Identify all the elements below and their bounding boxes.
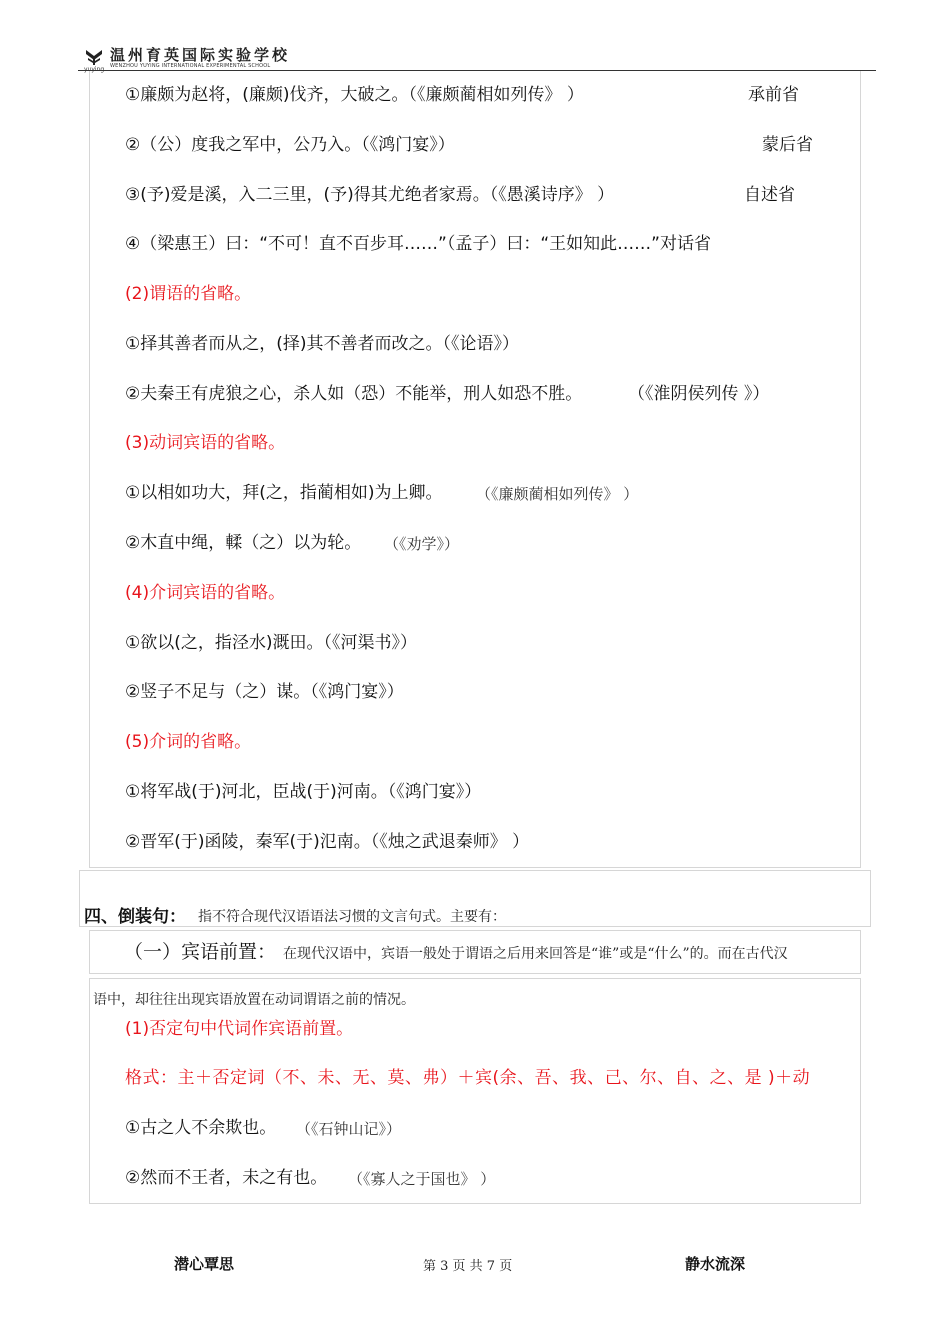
- object-fronting-heading: （一）宾语前置：: [124, 941, 277, 963]
- prep-object-example-1: ①欲以(之，指泾水)溉田。（《河渠书》）: [125, 633, 418, 653]
- subject-example-1: ①廉颇为赵将，(廉颇)伐齐，大破之。（《廉颇蔺相如列传》 ）: [125, 85, 584, 105]
- inversion-heading: 四、倒装句：: [84, 907, 186, 927]
- verb-object-example-2: ②木直中绳，輮（之）以为轮。: [125, 533, 362, 553]
- footer-page-number: 第 3 页 共 7 页: [423, 1259, 513, 1274]
- verb-object-example-2-source: （《劝学》）: [384, 535, 460, 553]
- school-name: 温州育英国际实验学校: [110, 46, 291, 64]
- negation-example-1: ①古之人不余欺也。: [125, 1118, 277, 1138]
- negation-example-2-source: （《寡人之于国也》 ）: [348, 1170, 496, 1188]
- subject-example-4: ④（梁惠王）曰：“不可！直不百步耳……”（孟子）曰：“王如知此……”对话省: [125, 234, 711, 254]
- negation-example-1-source: （《石钟山记》）: [296, 1120, 402, 1138]
- negation-heading: (1)否定句中代词作宾语前置。: [125, 1019, 354, 1039]
- prep-object-example-2: ②竖子不足与（之）谋。（《鸿门宴》）: [125, 682, 404, 702]
- verb-object-example-1-source: （《廉颇蔺相如列传》 ）: [476, 485, 639, 503]
- predicate-heading: (2)谓语的省略。: [125, 284, 252, 304]
- subject-type-3: 自述省: [744, 185, 795, 205]
- inversion-description: 指不符合现代汉语语法习惯的文言句式。主要有：: [198, 909, 506, 925]
- predicate-example-2: ②夫秦王有虎狼之心，杀人如（恐）不能举，刑人如恐不胜。: [125, 384, 583, 404]
- footer-left-motto: 潜心覃思: [174, 1255, 235, 1273]
- preposition-example-2: ②晋军(于)函陵，秦军(于)氾南。（《烛之武退秦师》 ）: [125, 832, 530, 852]
- prep-object-heading: (4)介词宾语的省略。: [125, 583, 286, 603]
- predicate-example-2-source: （《淮阴侯列传 》）: [628, 384, 770, 404]
- subject-example-2: ②（公）度我之军中，公乃入。（《鸿门宴》）: [125, 135, 455, 155]
- object-fronting-desc-2: 语中，却往往出现宾语放置在动词谓语之前的情况。: [93, 992, 415, 1008]
- verb-object-example-1: ①以相如功大，拜(之，指蔺相如)为上卿。: [125, 483, 443, 503]
- preposition-heading: (5)介词的省略。: [125, 732, 252, 752]
- subject-type-1: 承前省: [748, 85, 799, 105]
- subject-type-2: 蒙后省: [762, 135, 813, 155]
- negation-format: 格式：主＋否定词（不、未、无、莫、弗）＋宾(余、吾、我、己、尔、自、之、是 )＋动: [125, 1068, 811, 1088]
- school-name-en: WENZHOU YUYING INTERNATIONAL EXPERIMENTAL SCHOOL: [110, 63, 271, 69]
- predicate-example-1: ①择其善者而从之，(择)其不善者而改之。（《论语》）: [125, 334, 520, 354]
- negation-example-2: ②然而不王者，未之有也。: [125, 1168, 328, 1188]
- preposition-example-1: ①将军战(于)河北，臣战(于)河南。（《鸿门宴》）: [125, 782, 482, 802]
- verb-object-heading: (3)动词宾语的省略。: [125, 433, 286, 453]
- footer-right-motto: 静水流深: [685, 1255, 746, 1273]
- object-fronting-desc-1: 在现代汉语中，宾语一般处于谓语之后用来回答是“谁”或是“什么”的。而在古代汉: [283, 946, 788, 962]
- school-logo-icon: [84, 46, 104, 66]
- subject-example-3: ③(予)爱是溪，入二三里，(予)得其尤绝者家焉。（《愚溪诗序》 ）: [125, 185, 615, 205]
